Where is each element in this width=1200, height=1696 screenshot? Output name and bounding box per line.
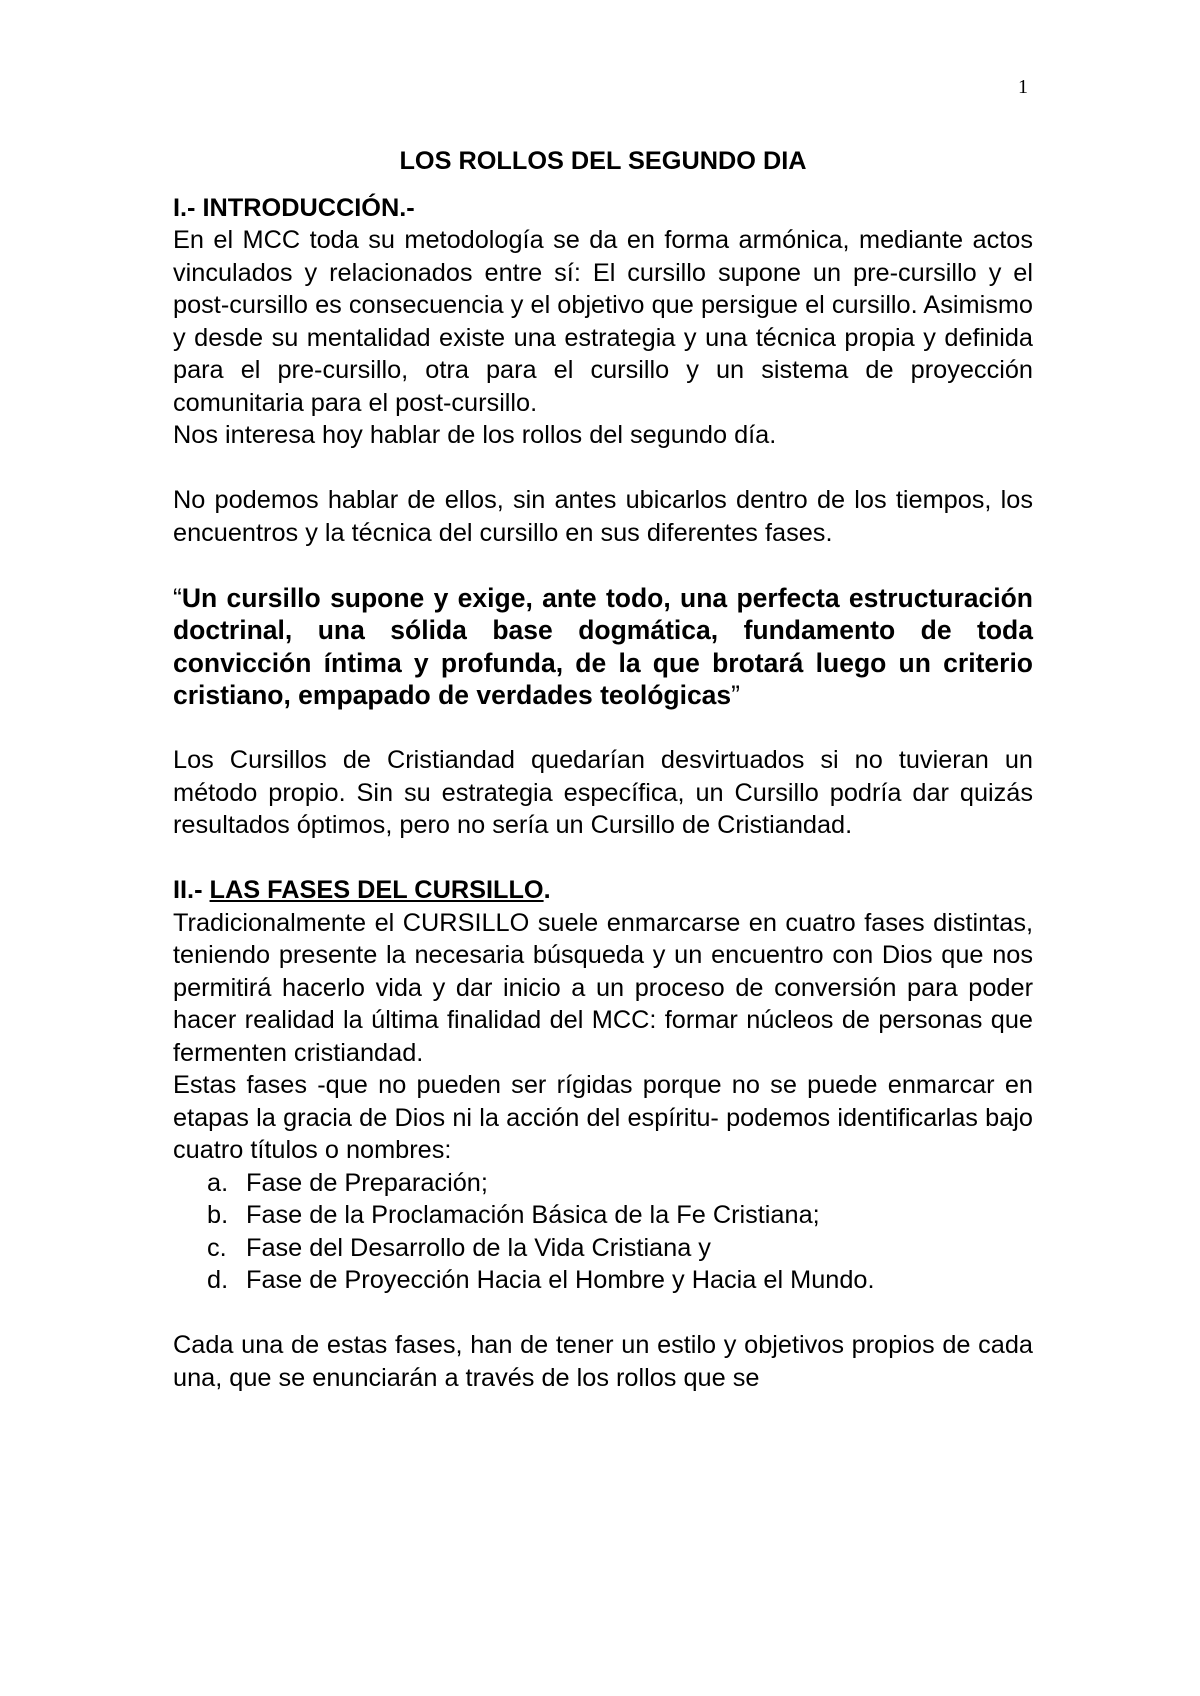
list-item-text: Fase de la Proclamación Básica de la Fe Cristiana; (246, 1201, 820, 1229)
quote-close-mark: ” (731, 680, 740, 710)
list-marker: d. (207, 1266, 229, 1294)
list-marker: b. (207, 1201, 229, 1229)
section-2-heading (173, 874, 1033, 907)
list-item (173, 1199, 1033, 1232)
phases-intro-paragraph: Tradicionalmente el CURSILLO suele enmarcarse en cuatro fases distintas, teniendo presente la necesaria búsqueda y un encuentro con Dios que nos permitirá hacerlo vida y dar inicio a un proceso de conversión para poder hacer realidad la última finalidad del MCC: formar núcleos de personas que fermenten cristiandad. (173, 908, 1033, 1067)
list-item (173, 1167, 1033, 1200)
quote-text: Un cursillo supone y exige, ante todo, una perfecta estructuración doctrinal, una sólida base dogmática, fundamento de toda convicción íntima y profunda, de la que brotará luego un criterio cristiano, empapado de verdades teológicas (173, 582, 1033, 710)
doctrinal-quote (173, 582, 1033, 712)
list-item-text: Fase del Desarrollo de la Vida Cristiana y (246, 1233, 711, 1262)
list-item-text: Fase de Preparación; (246, 1168, 488, 1197)
section-2-period: . (543, 876, 551, 904)
document-body (173, 145, 1033, 1394)
intro-paragraph-2: Nos interesa hoy hablar de los rollos del segundo día. (173, 421, 777, 449)
method-paragraph: Los Cursillos de Cristiandad quedarían desvirtuados si no tuvieran un método propio. Sin su estrategia específica, un Cursillo podría dar quizás resultados óptimos, pero no sería un Cursillo de Cristiandad. (173, 746, 1033, 839)
phases-list (173, 1167, 1033, 1297)
document-title: LOS ROLLOS DEL SEGUNDO DIA (399, 147, 807, 175)
closing-paragraph: Cada una de estas fases, han de tener un estilo y objetivos propios de cada una, que se enunciarán a través de los rollos que se (173, 1331, 1033, 1392)
list-item-text: Fase de Proyección Hacia el Hombre y Hacia el Mundo. (246, 1266, 875, 1294)
context-paragraph: No podemos hablar de ellos, sin antes ubicarlos dentro de los tiempos, los encuentros y la técnica del cursillo en sus diferentes fases. (173, 486, 1033, 547)
intro-paragraph: En el MCC toda su metodología se da en forma armónica, mediante actos vinculados y relacionados entre sí: El cursillo supone un pre-cursillo y el post-cursillo es consecuencia y el objetivo que persigue el cursillo. Asimismo y desde su mentalidad existe una estrategia y una técnica propia y definida para el pre-cursillo, otra para el cursillo y un sistema de proyección comunitaria para el post-cursillo. (173, 226, 1033, 417)
quote-open-mark: “ (173, 582, 182, 613)
list-marker: a. (207, 1168, 229, 1197)
phases-titles-paragraph: Estas fases -que no pueden ser rígidas porque no se puede enmarcar en etapas la gracia de Dios ni la acción del espíritu- podemos identificarlas bajo cuatro títulos o nombres: (173, 1071, 1033, 1164)
page-number: 1 (1018, 76, 1028, 98)
section-2-number: II.- (173, 876, 210, 904)
list-marker: c. (207, 1233, 227, 1262)
section-1-heading: I.- INTRODUCCIÓN.- (173, 193, 415, 222)
list-item (173, 1232, 1033, 1265)
list-item (173, 1264, 1033, 1297)
section-2-title: LAS FASES DEL CURSILLO (209, 876, 544, 904)
